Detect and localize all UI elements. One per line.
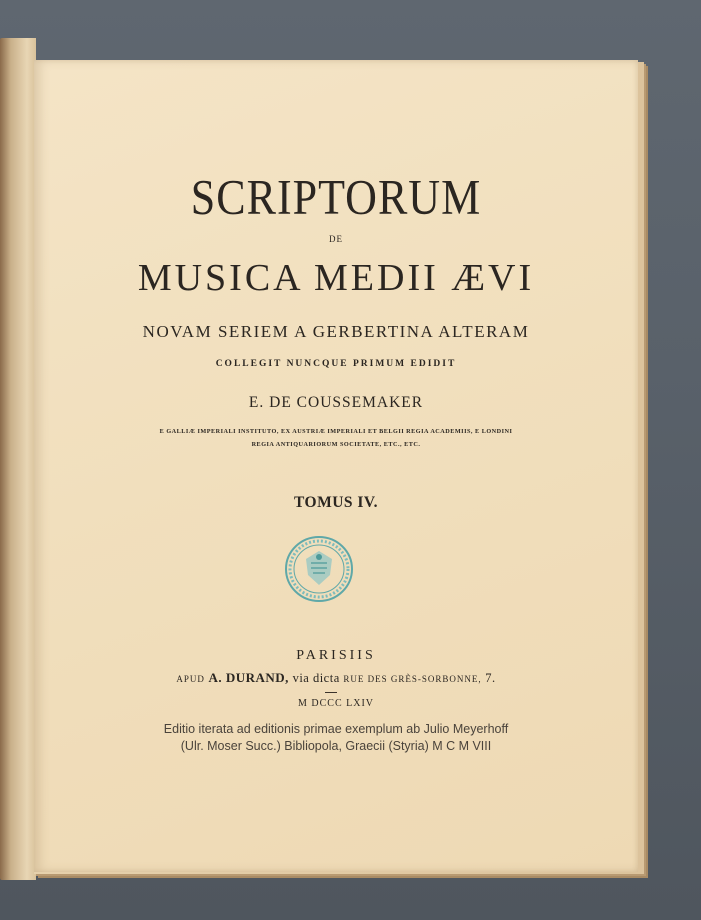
publication-year: M DCCC LXIV: [297, 698, 374, 709]
publisher-line: [34, 670, 638, 686]
reprint-note-line-1: Editio iterata ad editionis primae exemplum ab Julio Meyerhoff: [163, 722, 509, 736]
book-cover-edge: [0, 38, 36, 880]
affiliation-line-1: E GALLIÆ IMPERIALI INSTITUTO, EX AUSTRIÆ IMPERIALI ET BELGII REGIA ACADEMIIS, E LONDINI: [159, 428, 513, 435]
title-de: DE: [329, 234, 343, 244]
publisher-apud: APUD: [176, 674, 205, 684]
volume-number: TOMUS IV.: [293, 494, 379, 511]
title-line-1: SCRIPTORUM: [190, 170, 482, 225]
affiliation-line-2: REGIA ANTIQUARIORUM SOCIETATE, ETC., ETC.: [251, 441, 421, 448]
subtitle: NOVAM SERIEM A GERBERTINA ALTERAM: [142, 322, 530, 341]
publisher-name: A. DURAND,: [208, 670, 289, 685]
library-stamp-icon: [284, 535, 354, 603]
collegit-line: COLLEGIT NUNCQUE PRIMUM EDIDIT: [215, 359, 457, 369]
title-line-2: MUSICA MEDII ÆVI: [137, 257, 535, 299]
author-name: E. DE COUSSEMAKER: [248, 394, 424, 411]
publication-place: PARISIIS: [296, 648, 376, 663]
title-page: [34, 60, 638, 872]
reprint-note-line-2: (Ulr. Moser Succ.) Bibliopola, Graecii (Styria) M C M VIII: [180, 739, 492, 753]
divider-rule: [325, 692, 337, 693]
publisher-via: via dicta: [292, 671, 340, 685]
publisher-number: 7.: [485, 671, 496, 685]
publisher-street: RUE DES GRÈS-SORBONNE,: [343, 674, 482, 684]
